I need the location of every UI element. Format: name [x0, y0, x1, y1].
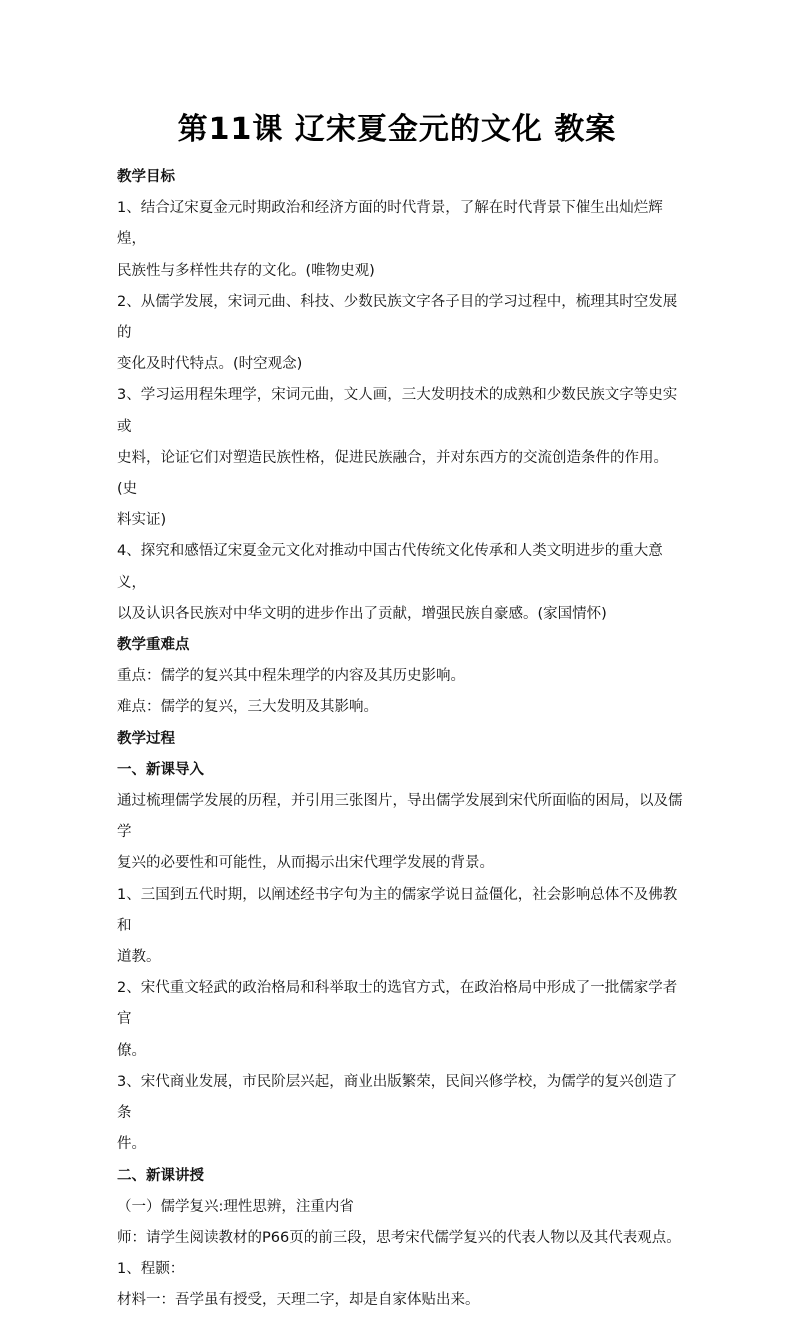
body-line: 3、学习运用程朱理学，宋词元曲，文人画，三大发明技术的成熟和少数民族文字等史实或 — [117, 387, 678, 435]
body-line: 师：请学生阅读教材的P66页的前三段，思考宋代儒学复兴的代表人物以及其代表观点。 — [117, 1229, 681, 1246]
body-line: 件。 — [117, 1136, 146, 1153]
section-heading: 教学重难点 — [117, 637, 190, 654]
section-heading: 一、新课导入 — [117, 761, 204, 778]
document-body — [117, 162, 687, 1317]
body-line: （一）儒学复兴:理性思辨，注重内省 — [117, 1198, 354, 1215]
body-line: 僚。 — [117, 1042, 146, 1059]
section-heading: 二、新课讲授 — [117, 1167, 204, 1184]
body-line: 材料一：吾学虽有授受，天理二字，却是自家体贴出来。 — [117, 1292, 480, 1309]
body-line: 2、从儒学发展，宋词元曲、科技、少数民族文字各子目的学习过程中，梳理其时空发展的 — [117, 293, 678, 342]
body-line: 道教。 — [117, 949, 161, 966]
body-line: 复兴的必要性和可能性，从而揭示出宋代理学发展的背景。 — [117, 855, 494, 872]
body-line: 难点：儒学的复兴，三大发明及其影响。 — [117, 699, 378, 716]
body-line: 1、程颢： — [117, 1261, 185, 1278]
document-title: 第11课 辽宋夏金元的文化 教案 — [177, 112, 617, 147]
body-line: 1、三国到五代时期，以阐述经书字句为主的儒家学说日益僵化，社会影响总体不及佛教和 — [117, 886, 678, 934]
body-line: 以及认识各民族对中华文明的进步作出了贡献，增强民族自豪感。(家国情怀) — [117, 605, 607, 622]
body-line: 民族性与多样性共存的文化。(唯物史观) — [117, 262, 375, 279]
body-line: 重点：儒学的复兴其中程朱理学的内容及其历史影响。 — [117, 668, 465, 685]
body-line: 史料，论证它们对塑造民族性格，促进民族融合，并对东西方的交流创造条件的作用。(史 — [117, 449, 668, 498]
body-line: 1、结合辽宋夏金元时期政治和经济方面的时代背景，了解在时代背景下催生出灿烂辉煌， — [117, 200, 663, 248]
body-line: 4、探究和感悟辽宋夏金元文化对推动中国古代传统文化传承和人类文明进步的重大意义， — [117, 543, 663, 591]
section-heading: 教学目标 — [117, 169, 175, 185]
body-line: 2、宋代重文轻武的政治格局和科举取士的选官方式，在政治格局中形成了一批儒家学者官 — [117, 980, 678, 1028]
body-line: 料实证) — [117, 512, 167, 529]
section-heading: 教学过程 — [117, 730, 175, 747]
body-line: 变化及时代特点。(时空观念) — [117, 356, 303, 373]
body-line: 3、宋代商业发展，市民阶层兴起，商业出版繁荣，民间兴修学校，为儒学的复兴创造了条 — [117, 1073, 678, 1122]
body-line: 通过梳理儒学发展的历程，并引用三张图片，导出儒学发展到宋代所面临的困局，以及儒学 — [117, 793, 683, 841]
